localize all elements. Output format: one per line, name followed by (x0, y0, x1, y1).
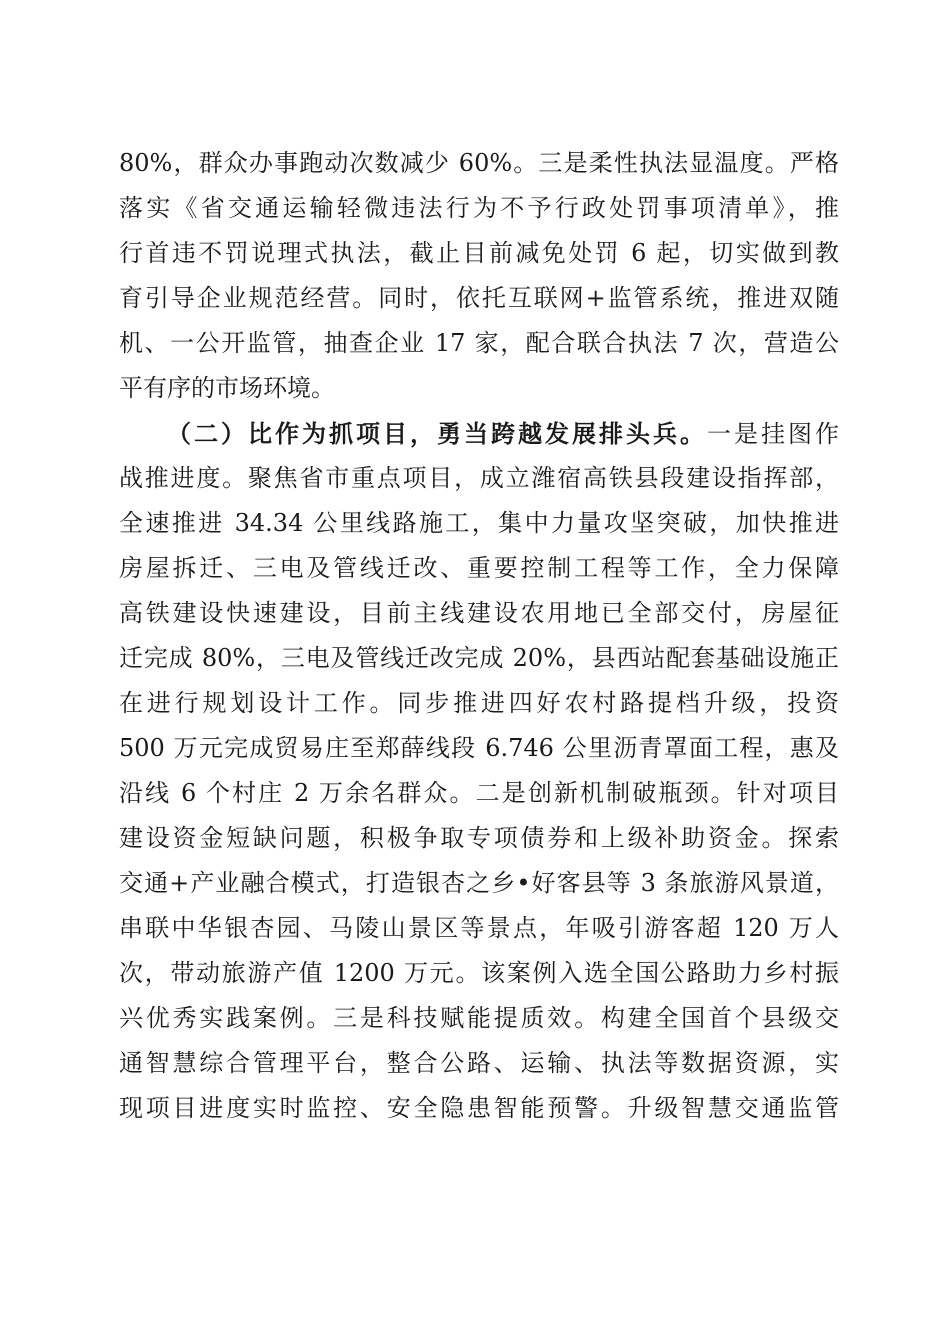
document-body (119, 141, 839, 1131)
text-line: 高铁建设快速建设，目前主线建设农用地已全部交付，房屋征 (119, 599, 839, 627)
text-line: 战推进度。聚焦省市重点项目，成立潍宿高铁县段建设指挥部， (119, 464, 839, 492)
text-line: 串联中华银杏园、马陵山景区等景点，年吸引游客超 120 万人 (119, 914, 839, 942)
text-line: 房屋拆迁、三电及管线迁改、重要控制工程等工作，全力保障 (119, 554, 839, 582)
paragraph-projects (119, 411, 839, 1131)
text-line: 行首违不罚说理式执法，截止目前减免处罚 6 起，切实做到教 (119, 239, 839, 267)
text-run: 一是挂图作 (707, 420, 839, 448)
text-line: 通智慧综合管理平台，整合公路、运输、执法等数据资源，实 (119, 1049, 839, 1077)
text-line: 平有序的市场环境。 (119, 374, 335, 402)
text-line: 次，带动旅游产值 1200 万元。该案例入选全国公路助力乡村振 (119, 959, 839, 987)
text-line: 育引导企业规范经营。同时，依托互联网+监管系统，推进双随 (119, 284, 839, 312)
text-line: 现项目进度实时监控、安全隐患智能预警。升级智慧交通监管 (119, 1094, 839, 1122)
text-line: 建设资金短缺问题，积极争取专项债券和上级补助资金。探索 (119, 824, 839, 852)
text-line: 机、一公开监管，抽查企业 17 家，配合联合执法 7 次，营造公 (119, 329, 839, 357)
text-line: 80%，群众办事跑动次数减少 60%。三是柔性执法显温度。严格 (119, 149, 839, 177)
text-line: 在进行规划设计工作。同步推进四好农村路提档升级，投资 (119, 689, 839, 717)
text-line: 迁完成 80%，三电及管线迁改完成 20%，县西站配套基础设施正 (119, 644, 839, 672)
text-line: 兴优秀实践案例。三是科技赋能提质效。构建全国首个县级交 (119, 1004, 839, 1032)
text-line: 交通+产业融合模式，打造银杏之乡•好客县等 3 条旅游风景道， (119, 869, 839, 897)
text-line: 全速推进 34.34 公里线路施工，集中力量攻坚突破，加快推进 (119, 509, 839, 537)
paragraph-enforcement (119, 141, 839, 411)
text-line: 500 万元完成贸易庄至郑薛线段 6.746 公里沥青罩面工程，惠及 (119, 734, 839, 762)
text-line: 落实《省交通运输轻微违法行为不予行政处罚事项清单》，推 (119, 194, 839, 222)
text-line: 沿线 6 个村庄 2 万余名群众。二是创新机制破瓶颈。针对项目 (119, 779, 839, 807)
section-heading-line (119, 411, 839, 456)
section-heading: （二）比作为抓项目，勇当跨越发展排头兵。 (167, 419, 707, 448)
